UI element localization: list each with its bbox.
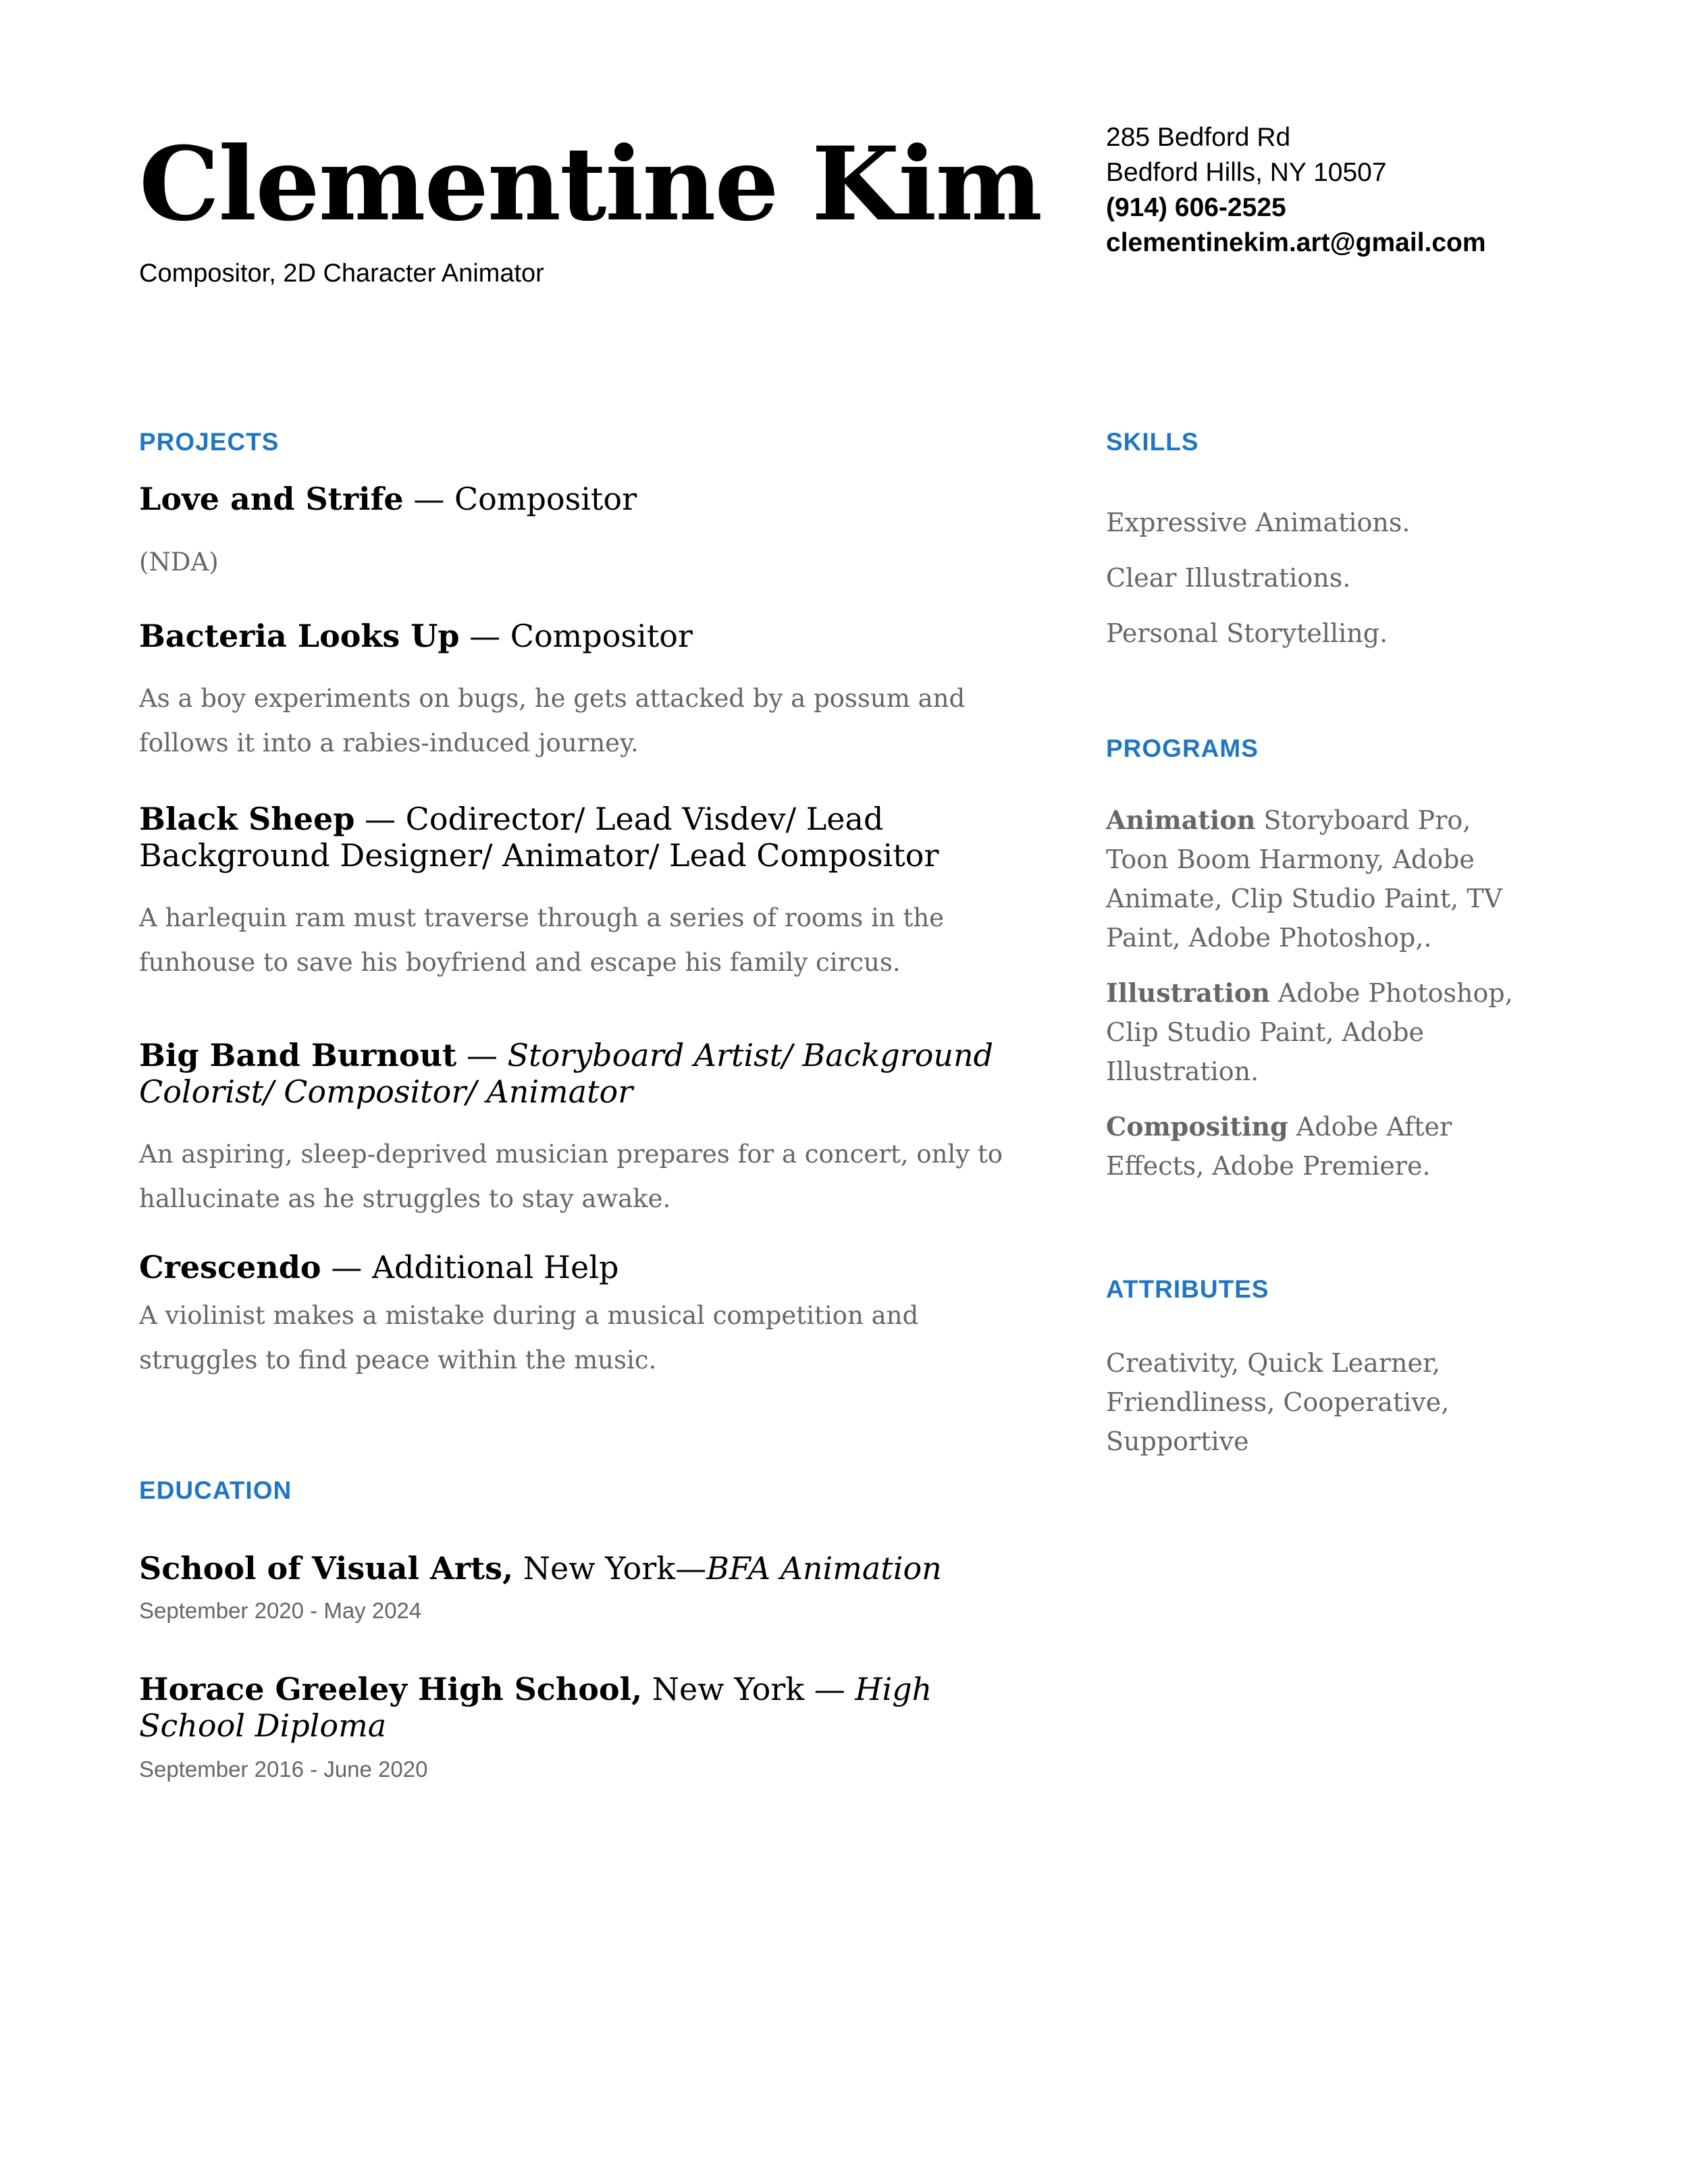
project-title: Big Band Burnout — Storyboard Artist/ Background Colorist/ Compositor/ Animator — [139, 1037, 994, 1110]
project-title: Crescendo — Additional Help — [139, 1249, 619, 1285]
address-line-1: 285 Bedford Rd — [1106, 123, 1291, 152]
project-title: Black Sheep — Codirector/ Lead Visdev/ Lead Background Designer/ Animator/ Lead Compositor — [139, 801, 939, 874]
project-description: A harlequin ram must traverse through a series of rooms in the funhouse to save his boyfriend and escape his family circus. — [139, 903, 945, 977]
education-title: School of Visual Arts, New York—BFA Animation — [139, 1550, 942, 1587]
programs-heading: PROGRAMS — [1106, 735, 1259, 762]
project-description: (NDA) — [139, 548, 219, 577]
project-title: Love and Strife — Compositor — [139, 481, 637, 517]
program-group: Compositing Adobe After Effects, Adobe Premiere. — [1106, 1111, 1452, 1181]
programs-list — [1106, 801, 1538, 1186]
education-entry — [139, 1550, 1044, 1626]
education-dates: September 2016 - June 2020 — [139, 1757, 428, 1782]
skill-item: Personal Storytelling. — [1106, 618, 1388, 648]
education-entry — [139, 1671, 1044, 1784]
education-heading: EDUCATION — [139, 1476, 292, 1504]
education-title: Horace Greeley High School, New York — High School Diploma — [139, 1671, 932, 1744]
contact-block — [1106, 120, 1486, 261]
project-entry — [139, 618, 1044, 654]
resume-name: Clementine Kim — [139, 125, 1042, 244]
project-description: An aspiring, sleep-deprived musician prepares for a concert, only to hallucinate as he struggles to stay awake. — [139, 1140, 1003, 1213]
phone-number: (914) 606-2525 — [1106, 193, 1286, 222]
job-title: Compositor, 2D Character Animator — [139, 259, 544, 288]
project-entry — [139, 1037, 1044, 1110]
skill-item: Expressive Animations. — [1106, 508, 1410, 537]
skill-item: Clear Illustrations. — [1106, 563, 1351, 593]
project-entry — [139, 481, 1044, 517]
skills-list — [1106, 495, 1538, 661]
attributes-text: Creativity, Quick Learner, Friendliness, Cooperative, Supportive — [1106, 1348, 1450, 1456]
project-description: As a boy experiments on bugs, he gets attacked by a possum and follows it into a rabies-induced journey. — [139, 684, 966, 757]
attributes-heading: ATTRIBUTES — [1106, 1275, 1269, 1303]
project-title: Bacteria Looks Up — Compositor — [139, 618, 693, 654]
program-group: Animation Storyboard Pro, Toon Boom Harmony, Adobe Animate, Clip Studio Paint, TV Paint, Adobe Photoshop,. — [1106, 805, 1503, 953]
email-address: clementinekim.art@gmail.com — [1106, 228, 1486, 257]
education-dates: September 2020 - May 2024 — [139, 1598, 422, 1623]
projects-heading: PROJECTS — [139, 428, 280, 456]
project-entry — [139, 801, 1044, 874]
project-entry — [139, 1249, 1044, 1285]
program-group: Illustration Adobe Photoshop, Clip Studio Paint, Adobe Illustration. — [1106, 978, 1513, 1086]
project-description: A violinist makes a mistake during a musical competition and struggles to find peace within the music. — [139, 1301, 919, 1375]
skills-heading: SKILLS — [1106, 428, 1199, 456]
address-line-2: Bedford Hills, NY 10507 — [1106, 158, 1387, 187]
